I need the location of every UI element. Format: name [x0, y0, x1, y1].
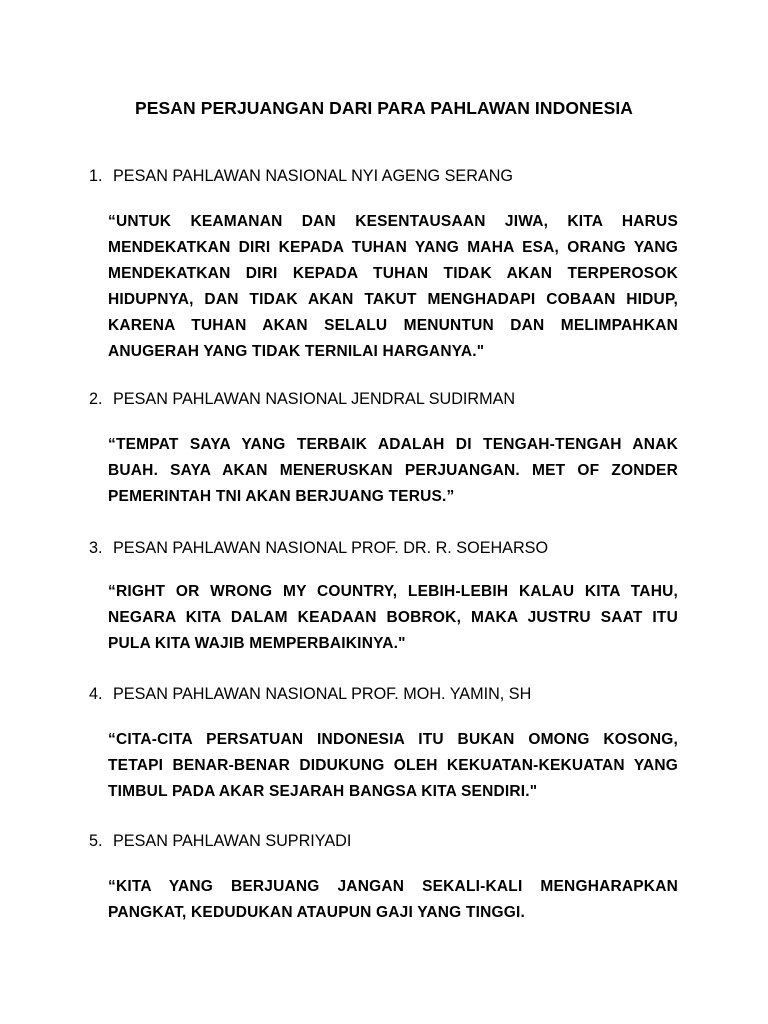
item-heading — [89, 828, 689, 854]
document-title: PESAN PERJUANGAN DARI PARA PAHLAWAN INDONESIA — [134, 98, 634, 118]
item-heading — [89, 681, 689, 707]
item-number: 3. — [89, 539, 103, 557]
item-heading — [89, 535, 689, 561]
item-quote: “UNTUK KEAMANAN DAN KESENTAUSAAN JIWA, KITA HARUS MENDEKATKAN DIRI KEPADA TUHAN YANG MAHA ESA, ORANG YANG MENDEKATKAN DIRI KEPADA TUHAN TIDAK AKAN TERPEROSOK HIDUPNYA, DAN TIDAK AKAN TAKUT MENGHADAPI COBAAN HIDUP, KARENA TUHAN AKAN SELALU MENUNTUN DAN MELIMPAHKAN ANUGERAH YANG TIDAK TERNILAI HARGANYA." — [108, 213, 678, 360]
item-heading — [89, 163, 689, 189]
item-heading-text: PESAN PAHLAWAN SUPRIYADI — [113, 832, 352, 850]
item-number: 1. — [89, 167, 103, 185]
item-quote: “TEMPAT SAYA YANG TERBAIK ADALAH DI TENGAH-TENGAH ANAK BUAH. SAYA AKAN MENERUSKAN PERJUANGAN. MET OF ZONDER PEMERINTAH TNI AKAN BERJUANG TERUS.” — [108, 436, 678, 505]
item-heading-text: PESAN PAHLAWAN NASIONAL PROF. DR. R. SOEHARSO — [113, 539, 549, 557]
item-quote: “KITA YANG BERJUANG JANGAN SEKALI-KALI MENGHARAPKAN PANGKAT, KEDUDUKAN ATAUPUN GAJI YANG TINGGI. — [108, 878, 678, 921]
item-number: 2. — [89, 390, 103, 408]
item-heading-text: PESAN PAHLAWAN NASIONAL PROF. MOH. YAMIN, SH — [113, 685, 532, 703]
item-number: 5. — [89, 832, 103, 850]
item-quote: “CITA-CITA PERSATUAN INDONESIA ITU BUKAN OMONG KOSONG, TETAPI BENAR-BENAR DIDUKUNG OLEH KEKUATAN-KEKUATAN YANG TIMBUL PADA AKAR SEJARAH BANGSA KITA SENDIRI." — [108, 731, 678, 800]
item-quote: “RIGHT OR WRONG MY COUNTRY, LEBIH-LEBIH KALAU KITA TAHU, NEGARA KITA DALAM KEADAAN BOBROK, MAKA JUSTRU SAAT ITU PULA KITA WAJIB MEMPERBAIKINYA." — [108, 583, 678, 652]
item-heading-text: PESAN PAHLAWAN NASIONAL NYI AGENG SERANG — [113, 167, 513, 185]
item-heading-text: PESAN PAHLAWAN NASIONAL JENDRAL SUDIRMAN — [113, 390, 516, 408]
item-heading — [89, 386, 689, 412]
item-number: 4. — [89, 685, 103, 703]
